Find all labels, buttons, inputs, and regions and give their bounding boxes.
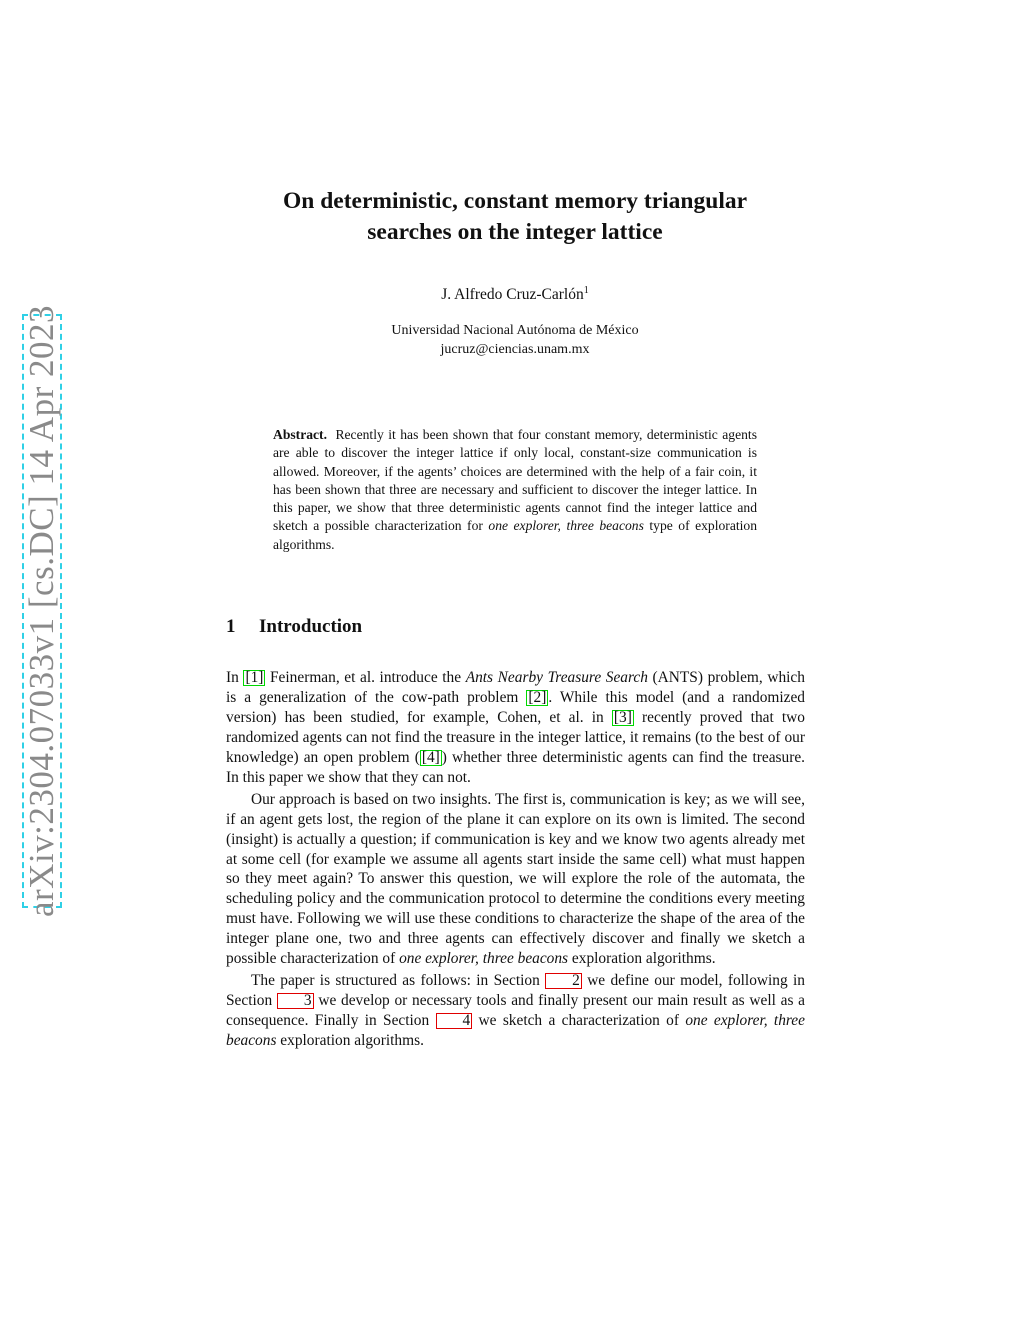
arxiv-stamp-text: arXiv:2304.07033v1 [cs.DC] 14 Apr 2023 bbox=[22, 304, 62, 918]
citation-link-2[interactable]: [2] bbox=[528, 688, 547, 706]
title-line-2: searches on the integer lattice bbox=[367, 219, 663, 245]
author-name: J. Alfredo Cruz-Carlón bbox=[441, 286, 584, 303]
text-run: recently proved that two randomized agents can not find the treasure in the integer lattice, it remains (to the best of our knowledge) an open problem ( bbox=[226, 708, 805, 766]
text-run: (ANTS) problem, which is a generalization of the cow-path problem bbox=[226, 669, 805, 706]
text-run: Feinerman, et al. introduce the bbox=[270, 669, 462, 686]
text-run: we define our model, following in Section bbox=[226, 972, 805, 1010]
text-run: ) whether three deterministic agents can find the treasure. In this paper we show that they can not. bbox=[226, 748, 806, 786]
institution: Universidad Nacional Autónoma de México bbox=[391, 323, 639, 338]
emphasis: one explorer, three beacons bbox=[399, 950, 569, 968]
text-run: exploration algorithms. bbox=[280, 1032, 424, 1050]
paragraph-1 bbox=[226, 668, 805, 787]
abstract-text-2: type of exploration algorithms. bbox=[273, 518, 758, 552]
text-run: we develop or necessary tools and finally present our main result as well as a consequence. Finally in Section bbox=[226, 992, 805, 1030]
affiliation bbox=[200, 321, 830, 359]
section-link-4[interactable]: 4 bbox=[436, 1013, 473, 1029]
abstract-text-1: Recently it has been shown that four constant memory, deterministic agents are able to discover the integer lattice if only local, constant-size communication is allowed. Moreover, if the agents’ choices are determined with the help of a fair coin, it has been shown that three are necessary and sufficient to discover the integer lattice. In this paper, we show that three deterministic agents cannot find the integer lattice and sketch a possible characterization for bbox=[273, 427, 757, 534]
title-line-1: On deterministic, constant memory triangular bbox=[282, 188, 748, 214]
paper-title bbox=[200, 186, 830, 248]
citation-link-4[interactable]: [4] bbox=[421, 748, 440, 766]
abstract-label: Abstract. bbox=[273, 427, 327, 442]
emphasis: Ants Nearby Treasure Search bbox=[465, 669, 648, 686]
text-run: we sketch a characterization of bbox=[478, 1012, 680, 1030]
section-link-2[interactable]: 2 bbox=[545, 973, 582, 989]
abstract-emphasis: one explorer, three beacons bbox=[488, 518, 644, 534]
section-heading bbox=[226, 616, 806, 638]
author bbox=[200, 285, 830, 304]
text-run: . While this model (and a randomized version) has been studied, for example, Cohen, et al. in bbox=[226, 688, 805, 726]
abstract bbox=[273, 426, 757, 554]
paragraph-2 bbox=[226, 790, 805, 969]
citation-link-3[interactable]: [3] bbox=[613, 708, 632, 726]
text-run: In bbox=[226, 669, 239, 686]
citation-link-1[interactable]: [1] bbox=[245, 669, 264, 686]
section-title: Introduction bbox=[259, 616, 363, 637]
section-link-3[interactable]: 3 bbox=[277, 993, 314, 1009]
paragraph-3 bbox=[226, 971, 805, 1051]
arxiv-stamp bbox=[22, 304, 62, 918]
author-email[interactable]: jucruz@ciencias.unam.mx bbox=[440, 342, 590, 357]
author-affiliation-mark: 1 bbox=[583, 285, 589, 296]
text-run: The paper is structured as follows: in Section bbox=[251, 972, 540, 990]
section-number: 1 bbox=[226, 616, 236, 637]
introduction-body bbox=[226, 668, 805, 1053]
text-run: Our approach is based on two insights. The first is, communication is key; as we will see, if an agent gets lost, the region of the plane it can explore on its own is limited. The second (insight) is actually a question; if communication is key and we know two agents already met at some cell (for example we assume all agents start inside the same cell) what must happen so they meet again? To answer this question, we will explore the role of the automata, the scheduling policy and the communication protocol to determine the conditions every meeting must have. Following we will use these conditions to characterize the shape of the area of the integer plane one, two and three agents can effectively discover and finally we sketch a possible characterization of bbox=[226, 790, 805, 968]
text-run: exploration algorithms. bbox=[571, 950, 716, 968]
emphasis: one explorer, three beacons bbox=[226, 1012, 805, 1050]
